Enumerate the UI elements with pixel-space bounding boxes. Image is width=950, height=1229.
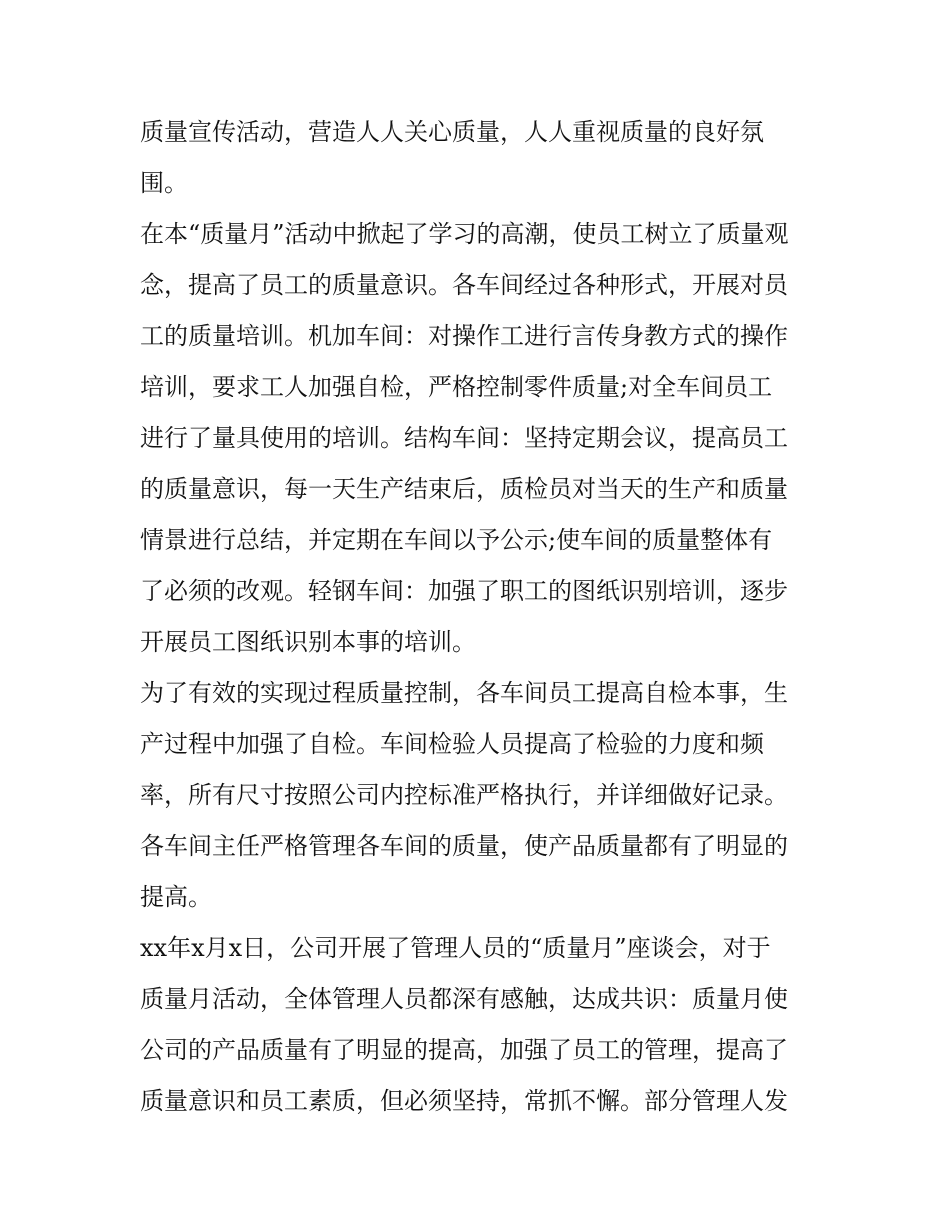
text-line-2: 围。 bbox=[140, 169, 188, 197]
text-line-15: 各车间主任严格管理各车间的质量，使产品质量都有了明显的 bbox=[140, 832, 788, 860]
text-line-11: 开展员工图纸识别本事的培训。 bbox=[140, 628, 476, 656]
text-line-3: 在本“质量月”活动中掀起了学习的高潮，使员工树立了质量观 bbox=[140, 220, 789, 248]
text-line-6: 培训，要求工人加强自检，严格控制零件质量;对全车间员工 bbox=[140, 373, 773, 401]
text-line-5: 工的质量培训。机加车间：对操作工进行言传身教方式的操作 bbox=[140, 322, 788, 350]
text-line-14: 率，所有尺寸按照公司内控标准严格执行，并详细做好记录。 bbox=[140, 781, 788, 809]
text-line-19: 公司的产品质量有了明显的提高，加强了员工的管理，提高了 bbox=[140, 1036, 788, 1064]
text-line-12: 为了有效的实现过程质量控制，各车间员工提高自检本事，生 bbox=[140, 679, 788, 707]
text-line-7: 进行了量具使用的培训。结构车间：坚持定期会议，提高员工 bbox=[140, 424, 788, 452]
text-line-13: 产过程中加强了自检。车间检验人员提高了检验的力度和频 bbox=[140, 730, 764, 758]
text-line-18: 质量月活动，全体管理人员都深有感触，达成共识：质量月使 bbox=[140, 985, 788, 1013]
text-line-8: 的质量意识，每一天生产结束后，质检员对当天的生产和质量 bbox=[140, 475, 788, 503]
text-line-10: 了必须的改观。轻钢车间：加强了职工的图纸识别培训，逐步 bbox=[140, 577, 788, 605]
text-line-4: 念，提高了员工的质量意识。各车间经过各种形式，开展对员 bbox=[140, 271, 788, 299]
text-line-20: 质量意识和员工素质，但必须坚持，常抓不懈。部分管理人发 bbox=[140, 1087, 788, 1115]
text-line-17: xx年x月x日，公司开展了管理人员的“质量月”座谈会，对于 bbox=[140, 934, 771, 962]
text-line-1: 质量宣传活动，营造人人关心质量，人人重视质量的良好氛 bbox=[140, 118, 764, 146]
body-text bbox=[140, 107, 820, 1127]
text-line-16: 提高。 bbox=[140, 883, 212, 911]
text-line-9: 情景进行总结，并定期在车间以予公示;使车间的质量整体有 bbox=[140, 526, 773, 554]
